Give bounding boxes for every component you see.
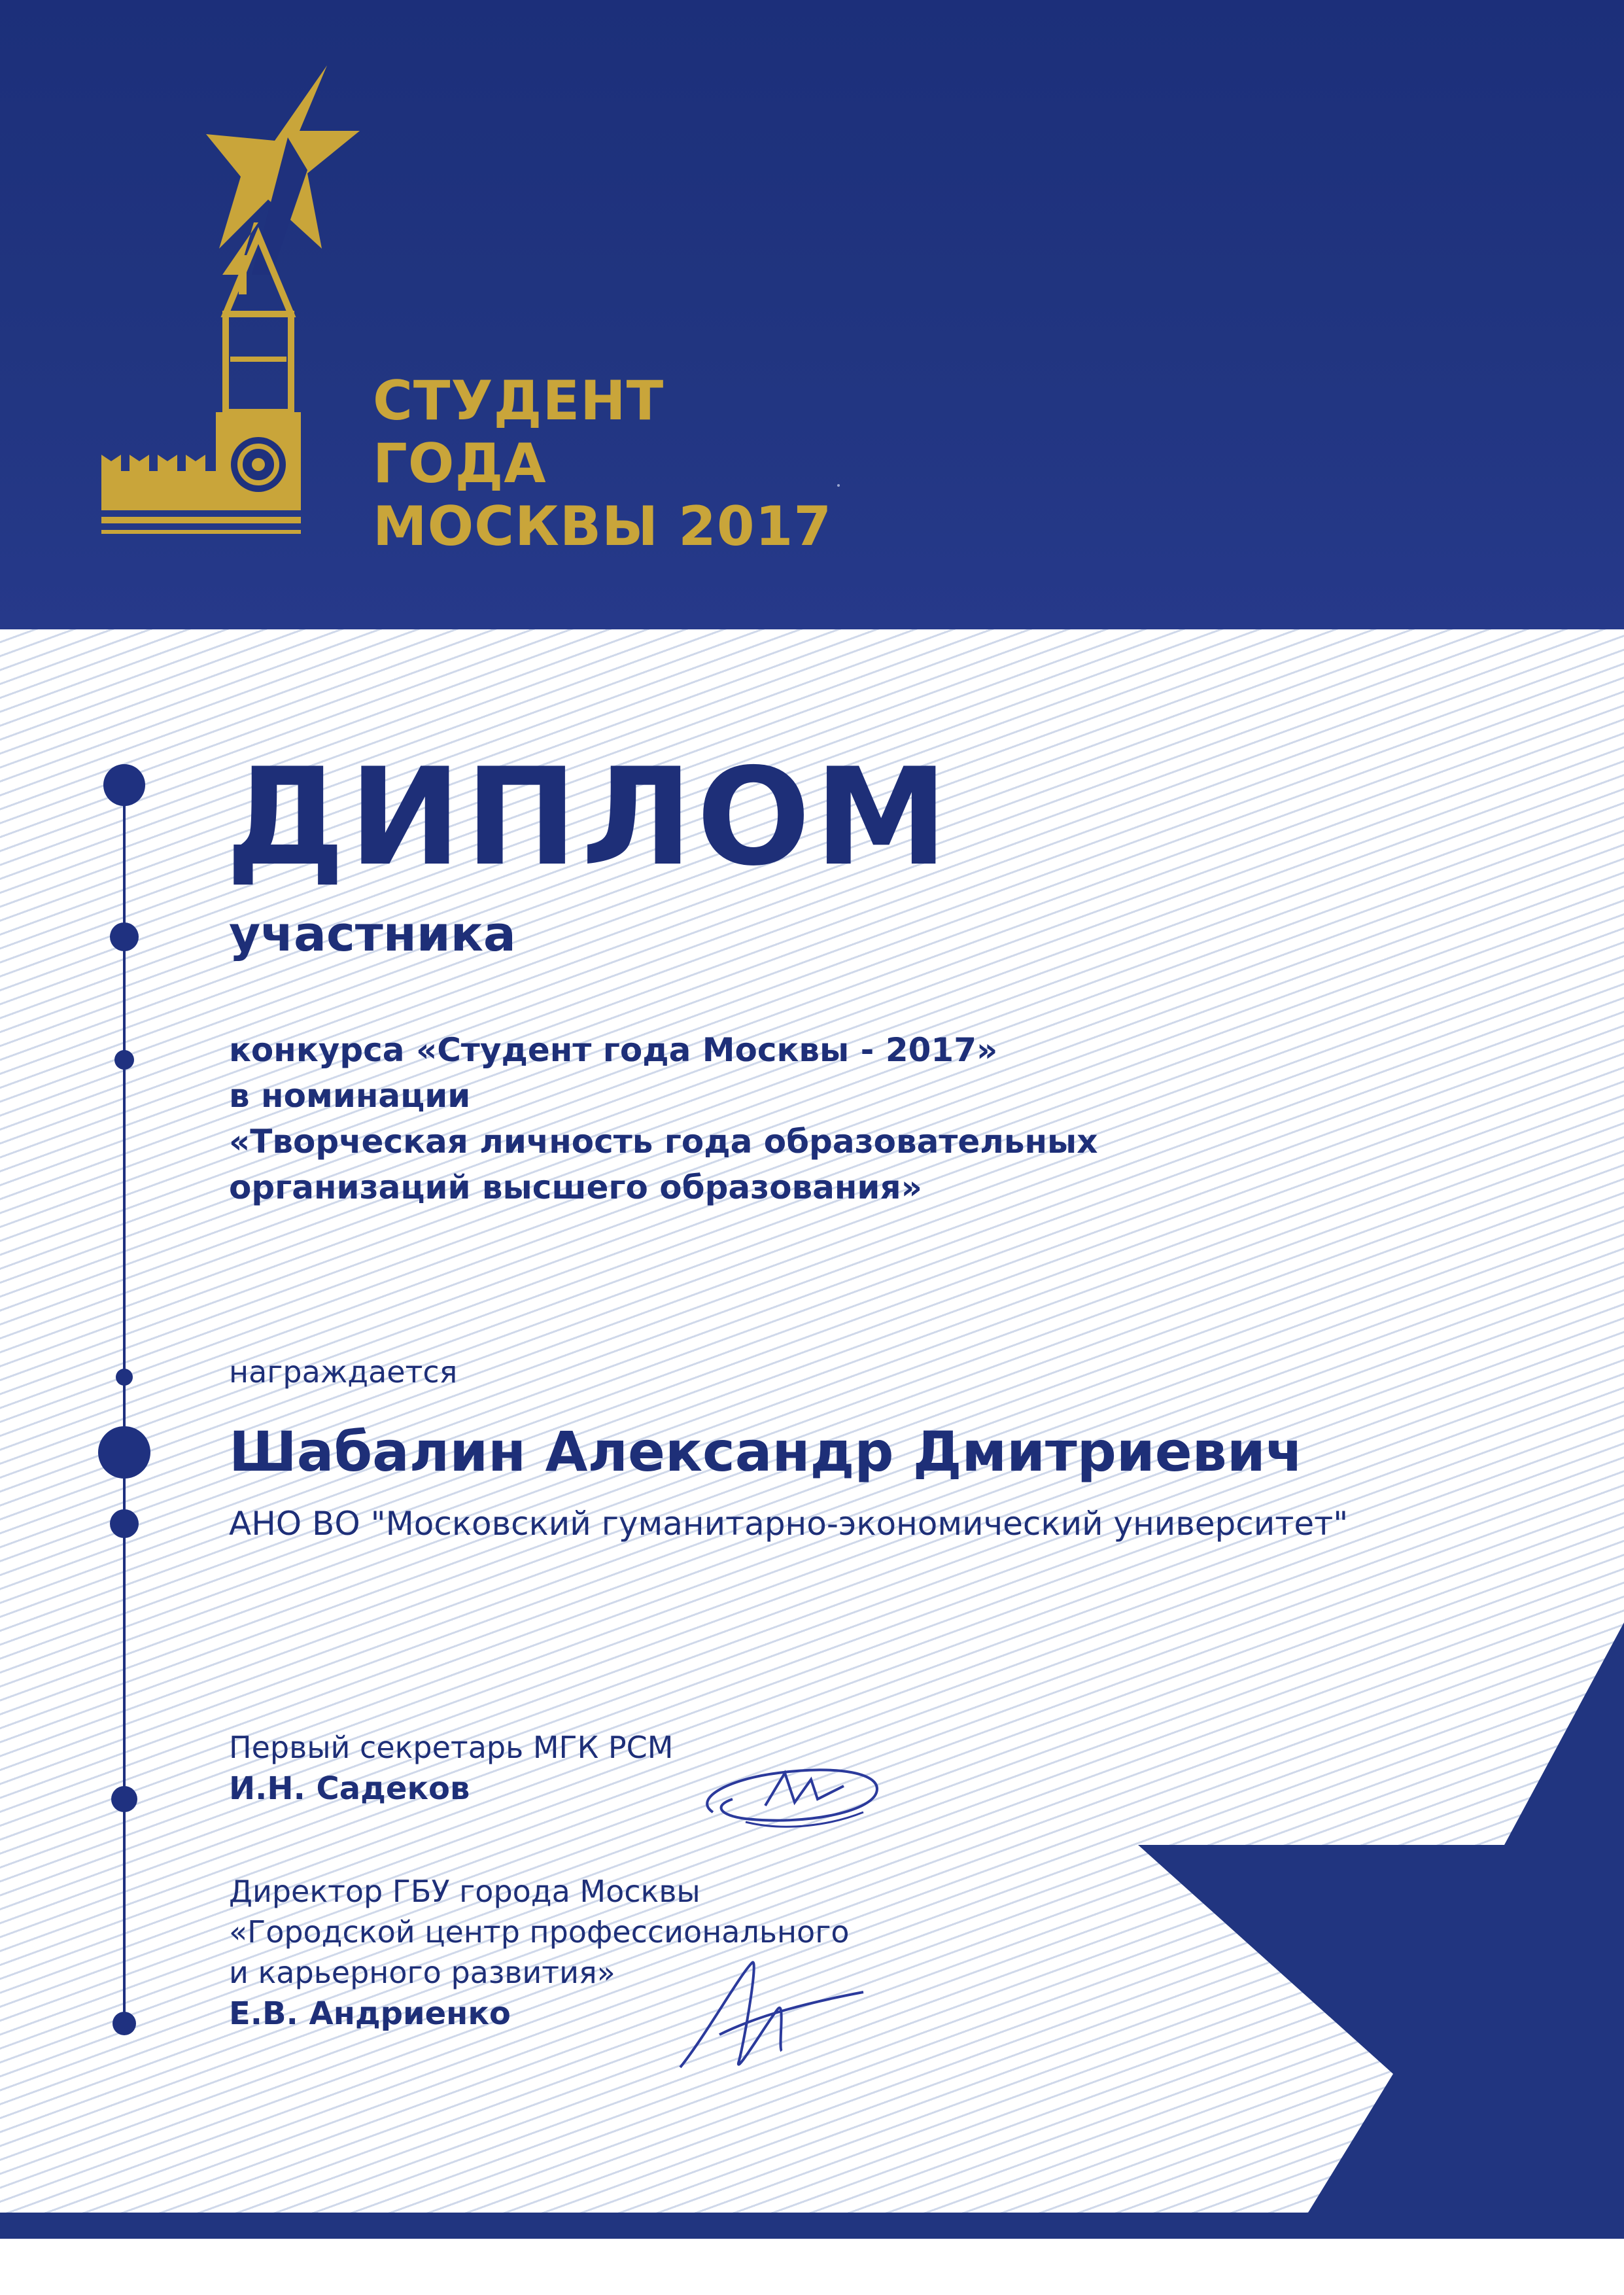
speck [837,484,840,487]
contest-description [229,1027,1098,1210]
timeline-dot [116,1369,133,1386]
decorative-star-icon [1138,1537,1624,2213]
document-subtitle: участника [229,906,516,962]
contest-line: организаций высшего образования» [229,1168,922,1206]
signatory-role: «Городской центр профессионального [229,1914,850,1950]
timeline-dot [110,1509,139,1538]
document-title: ДИПЛОМ [226,740,952,896]
timeline-dot [111,1786,137,1812]
recipient-organization: АНО ВО "Московский гуманитарно-экономический университет" [229,1505,1349,1543]
timeline-dot [103,764,145,806]
signatory-name: Е.В. Андриенко [229,1995,511,2032]
timeline-dot [110,922,139,951]
contest-line: конкурса «Студент года Москвы - 2017» [229,1031,998,1069]
signatory-block [229,1727,673,1810]
logo-line-3: МОСКВЫ 2017 [373,495,833,558]
timeline-line [123,785,126,2028]
signatory-name: И.Н. Садеков [229,1770,470,1807]
timeline-dot [98,1426,150,1479]
logo-wordmark [373,370,832,558]
footer-bar [0,2213,1624,2239]
contest-line: «Творческая личность года образовательных [229,1123,1098,1161]
signatory-role: и карьерного развития» [229,1955,615,1990]
header-band [0,0,1624,629]
contest-line: в номинации [229,1077,471,1115]
handwritten-signature-icon [667,1936,876,2087]
timeline-dot [112,2012,136,2035]
awarded-label: награждается [229,1354,458,1390]
signatory-role: Директор ГБУ города Москвы [229,1874,700,1909]
kremlin-star-logo-icon [92,59,379,556]
timeline-dot [114,1050,134,1070]
footer-band [0,2213,1624,2295]
logo-line-2: ГОДА [373,432,547,495]
recipient-name: Шабалин Александр Дмитриевич [229,1420,1304,1484]
handwritten-signature-icon [687,1734,909,1845]
logo-line-1: СТУДЕНТ [373,369,665,432]
signatory-role: Первый секретарь МГК РСМ [229,1730,674,1765]
